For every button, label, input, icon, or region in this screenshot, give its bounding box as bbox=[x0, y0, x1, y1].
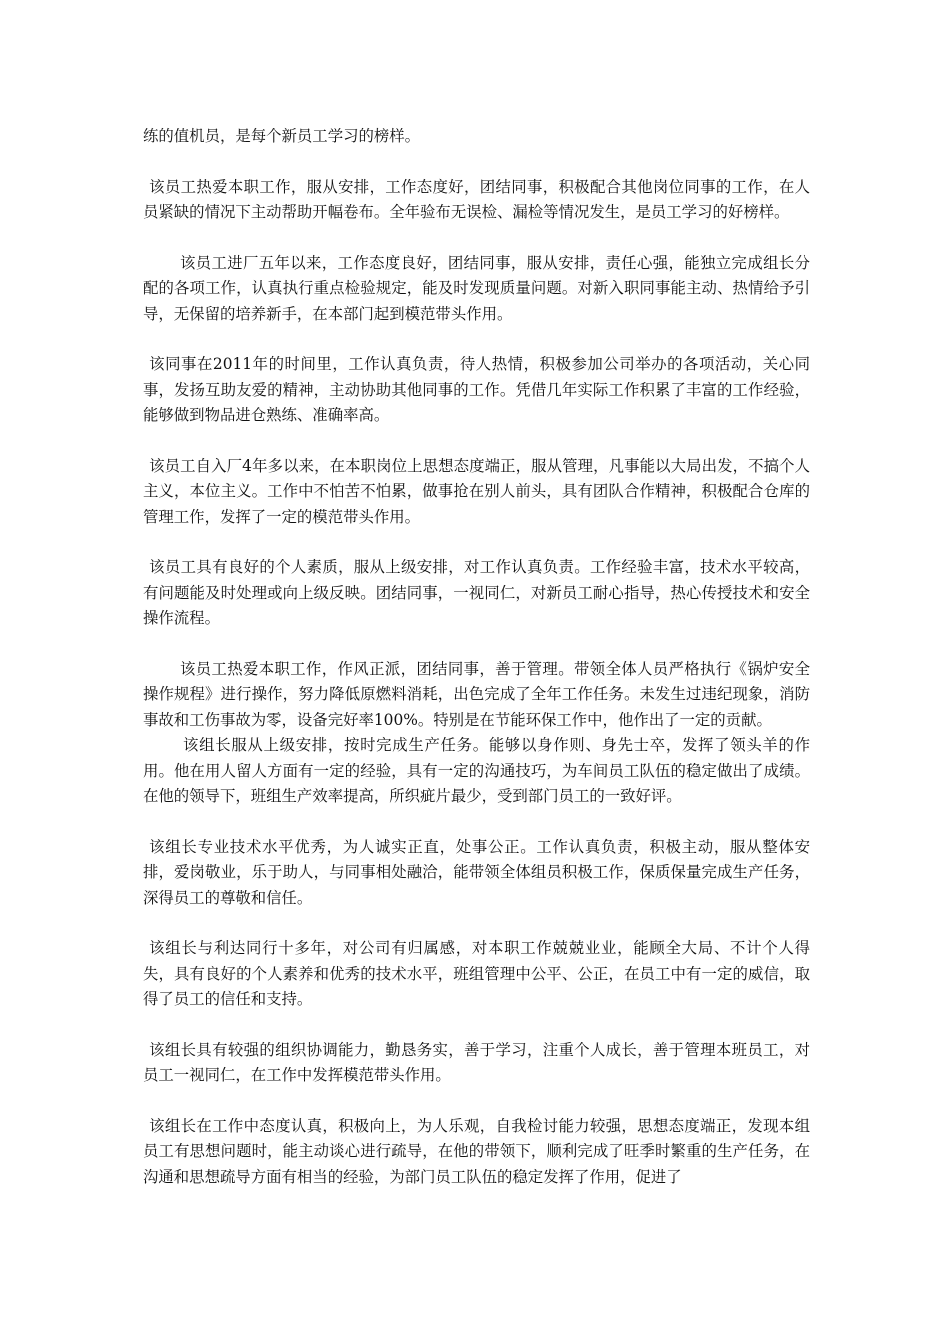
document-page bbox=[143, 124, 810, 1190]
paragraph-7: 该员工热爱本职工作，作风正派，团结同事，善于管理。带领全体人员严格执行《锅炉安全操作规程》进行操作，努力降低原燃料消耗，出色完成了全年工作任务。未发生过违纪现象，消防事故和工伤事故为零，设备完好率100%。特别是在节能环保工作中，他作出了一定的贡献。 bbox=[143, 659, 810, 729]
paragraph-5: 该员工自入厂4年多以来，在本职岗位上思想态度端正，服从管理，凡事能以大局出发，不搞个人主义，本位主义。工作中不怕苦不怕累，做事抢在别人前头，具有团队合作精神，积极配合仓库的管理工作，发挥了一定的模范带头作用。 bbox=[143, 456, 810, 526]
paragraph-9: 该组长专业技术水平优秀，为人诚实正直，处事公正。工作认真负责，积极主动，服从整体安排，爱岗敬业，乐于助人，与同事相处融洽，能带领全体组员积极工作，保质保量完成生产任务，深得员工的尊敬和信任。 bbox=[143, 837, 810, 907]
paragraph-11: 该组长具有较强的组织协调能力，勤恳务实，善于学习，注重个人成长，善于管理本班员工，对员工一视同仁，在工作中发挥模范带头作用。 bbox=[143, 1040, 810, 1084]
paragraph-6: 该员工具有良好的个人素质，服从上级安排，对工作认真负责。工作经验丰富，技术水平较高，有问题能及时处理或向上级反映。团结同事，一视同仁，对新员工耐心指导，热心传授技术和安全操作流程。 bbox=[143, 558, 810, 627]
paragraph-12: 该组长在工作中态度认真，积极向上，为人乐观，自我检讨能力较强，思想态度端正，发现本组员工有思想问题时，能主动谈心进行疏导，在他的带领下，顺利完成了旺季时繁重的生产任务，在沟通和思想疏导方面有相当的经验，为部门员工队伍的稳定发挥了作用，促进了 bbox=[143, 1116, 810, 1186]
paragraph-3: 该员工进厂五年以来，工作态度良好，团结同事，服从安排，责任心强，能独立完成组长分配的各项工作，认真执行重点检验规定，能及时发现质量问题。对新入职同事能主动、热情给予引导，无保留的培养新手，在本部门起到模范带头作用。 bbox=[143, 253, 810, 323]
paragraph-10: 该组长与利达同行十多年，对公司有归属感，对本职工作兢兢业业，能顾全大局、不计个人得失，具有良好的个人素养和优秀的技术水平，班组管理中公平、公正，在员工中有一定的威信，取得了员工的信任和支持。 bbox=[143, 939, 810, 1008]
paragraph-1: 练的值机员，是每个新员工学习的榜样。 bbox=[143, 127, 421, 145]
paragraph-2: 该员工热爱本职工作，服从安排，工作态度好，团结同事，积极配合其他岗位同事的工作，在人员紧缺的情况下主动帮助开幅卷布。全年验布无误检、漏检等情况发生，是员工学习的好榜样。 bbox=[143, 177, 810, 221]
paragraph-4: 该同事在2011年的时间里，工作认真负责，待人热情，积极参加公司举办的各项活动，关心同事，发扬互助友爱的精神，主动协助其他同事的工作。凭借几年实际工作积累了丰富的工作经验，能够做到物品进仓熟练、准确率高。 bbox=[143, 355, 810, 424]
paragraph-8: 该组长服从上级安排，按时完成生产任务。能够以身作则、身先士卒，发挥了领头羊的作用。他在用人留人方面有一定的经验，具有一定的沟通技巧，为车间员工队伍的稳定做出了成绩。在他的领导下，班组生产效率提高，所织疵片最少，受到部门员工的一致好评。 bbox=[143, 736, 810, 805]
